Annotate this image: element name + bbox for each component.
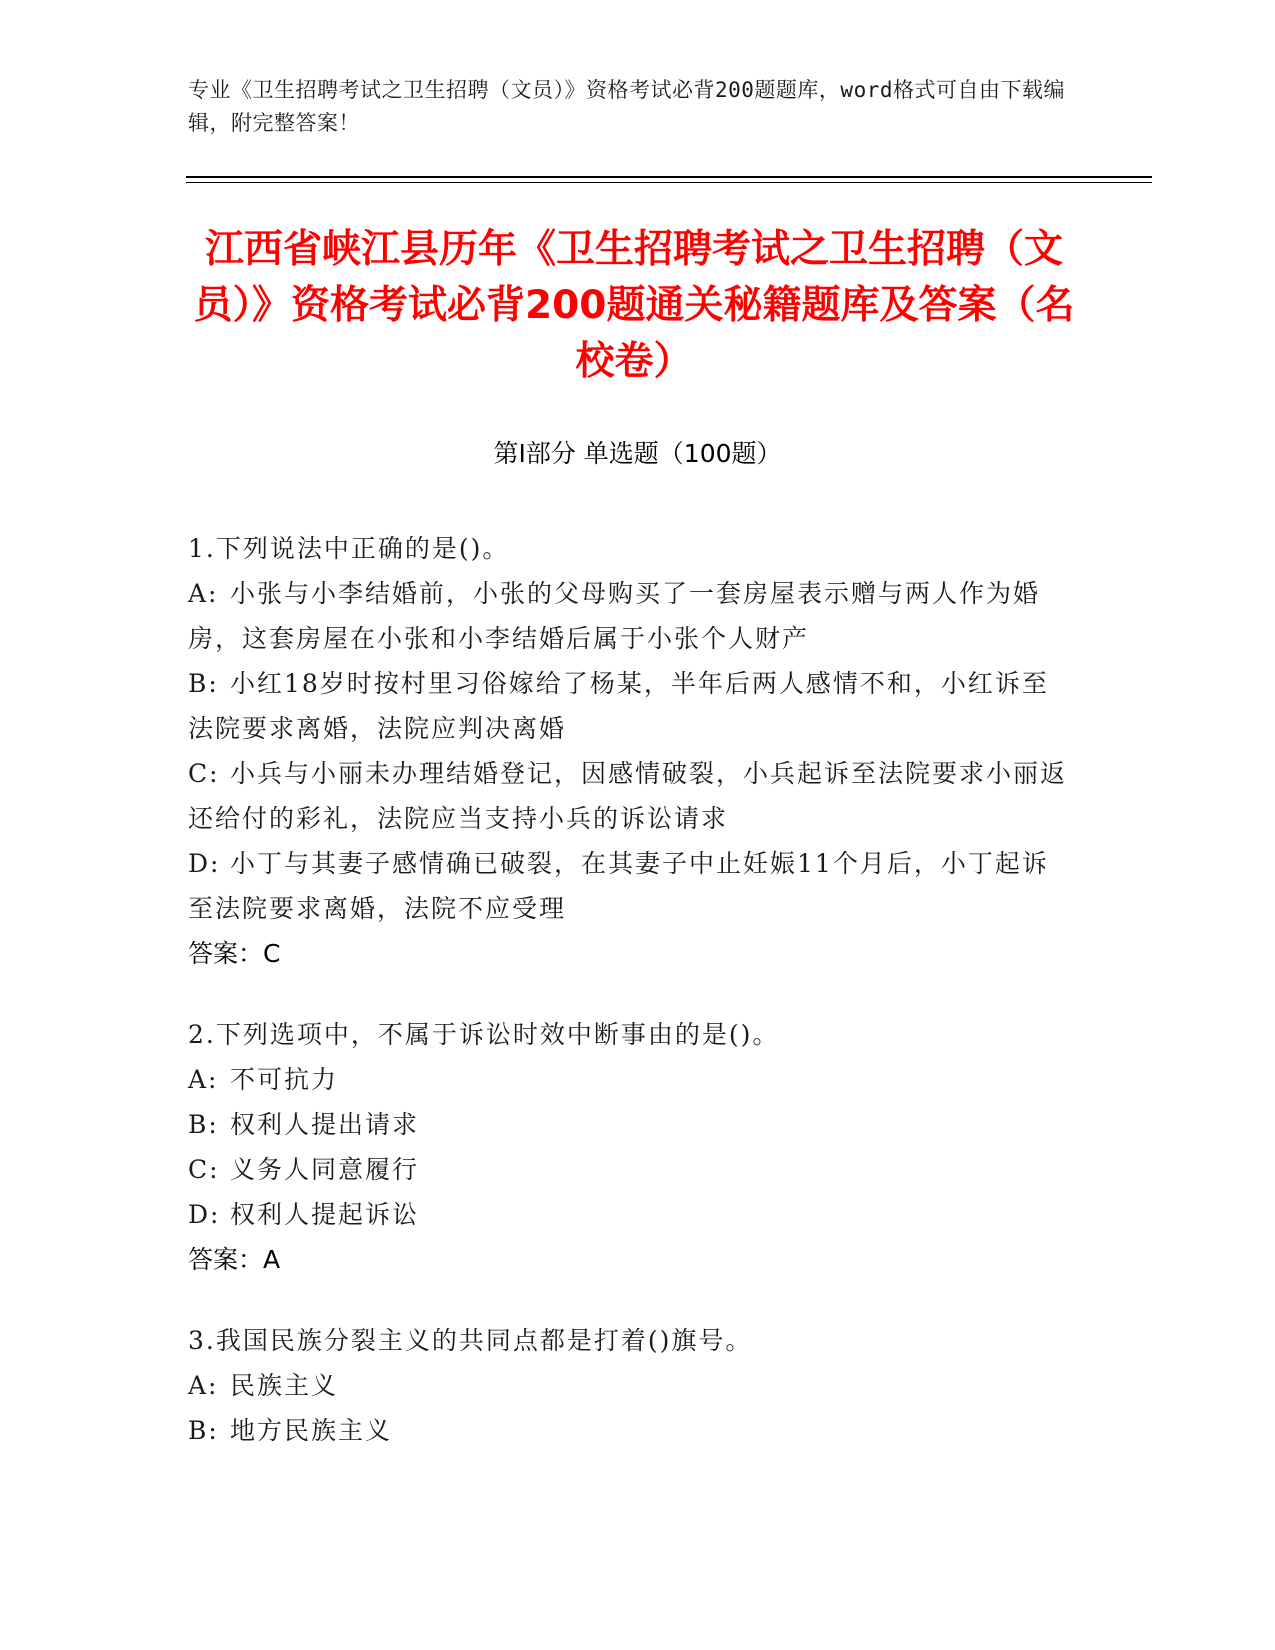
option-letter: C: bbox=[188, 759, 220, 788]
option-text: 权利人提起诉讼 bbox=[230, 1200, 420, 1229]
option-text: 小红18岁时按村里习俗嫁给了杨某，半年后两人感情不和，小红诉至法院要求离婚，法院应判决离婚 bbox=[188, 669, 1049, 743]
question-3 bbox=[188, 1318, 1068, 1453]
option-a bbox=[188, 1363, 1068, 1408]
option-text: 权利人提出请求 bbox=[230, 1110, 420, 1139]
option-b bbox=[188, 1408, 1068, 1453]
header-rule-thick bbox=[186, 176, 1152, 178]
document-title: 江西省峡江县历年《卫生招聘考试之卫生招聘（文员）》资格考试必背200题通关秘籍题库及答案（名校卷） bbox=[193, 227, 1075, 384]
option-c bbox=[188, 1147, 1068, 1192]
question-stem: 1.下列说法中正确的是()。 bbox=[188, 534, 510, 563]
option-b bbox=[188, 1102, 1068, 1147]
option-text: 民族主义 bbox=[230, 1371, 339, 1400]
option-text: 不可抗力 bbox=[230, 1065, 339, 1094]
option-d bbox=[188, 841, 1068, 931]
option-text: 小丁与其妻子感情确已破裂，在其妻子中止妊娠11个月后，小丁起诉至法院要求离婚，法院不应受理 bbox=[188, 849, 1049, 923]
option-text: 小张与小李结婚前，小张的父母购买了一套房屋表示赠与两人作为婚房，这套房屋在小张和小李结婚后属于小张个人财产 bbox=[188, 579, 1041, 653]
header-rule-thin bbox=[186, 182, 1152, 183]
answer-label: 答案： bbox=[188, 1245, 264, 1274]
option-letter: D: bbox=[188, 1200, 221, 1229]
question-stem: 3.我国民族分裂主义的共同点都是打着()旗号。 bbox=[188, 1326, 753, 1355]
answer-value: C bbox=[263, 939, 281, 968]
header-note: 专业《卫生招聘考试之卫生招聘（文员）》资格考试必背200题题库，word格式可自由下载编辑，附完整答案！ bbox=[188, 78, 1065, 135]
option-a bbox=[188, 571, 1068, 661]
answer-label: 答案： bbox=[188, 939, 264, 968]
answer-line bbox=[188, 1237, 1068, 1282]
question-2 bbox=[188, 1012, 1068, 1282]
section-title: 第I部分 单选题（100题） bbox=[493, 439, 782, 468]
option-letter: A: bbox=[188, 579, 219, 608]
answer-line bbox=[188, 931, 1068, 976]
option-c bbox=[188, 751, 1068, 841]
answer-value: A bbox=[263, 1245, 281, 1274]
option-letter: A: bbox=[188, 1371, 219, 1400]
option-letter: B: bbox=[188, 1416, 219, 1445]
option-b bbox=[188, 661, 1068, 751]
question-list bbox=[188, 526, 1068, 1489]
option-letter: D: bbox=[188, 849, 221, 878]
option-letter: B: bbox=[188, 669, 219, 698]
option-text: 义务人同意履行 bbox=[230, 1155, 420, 1184]
option-text: 小兵与小丽未办理结婚登记，因感情破裂，小兵起诉至法院要求小丽返还给付的彩礼，法院应当支持小兵的诉讼请求 bbox=[188, 759, 1068, 833]
option-letter: C: bbox=[188, 1155, 220, 1184]
option-d bbox=[188, 1192, 1068, 1237]
option-text: 地方民族主义 bbox=[230, 1416, 393, 1445]
option-letter: A: bbox=[188, 1065, 219, 1094]
option-letter: B: bbox=[188, 1110, 219, 1139]
question-1 bbox=[188, 526, 1068, 976]
question-stem: 2.下列选项中，不属于诉讼时效中断事由的是()。 bbox=[188, 1020, 780, 1049]
option-a bbox=[188, 1057, 1068, 1102]
